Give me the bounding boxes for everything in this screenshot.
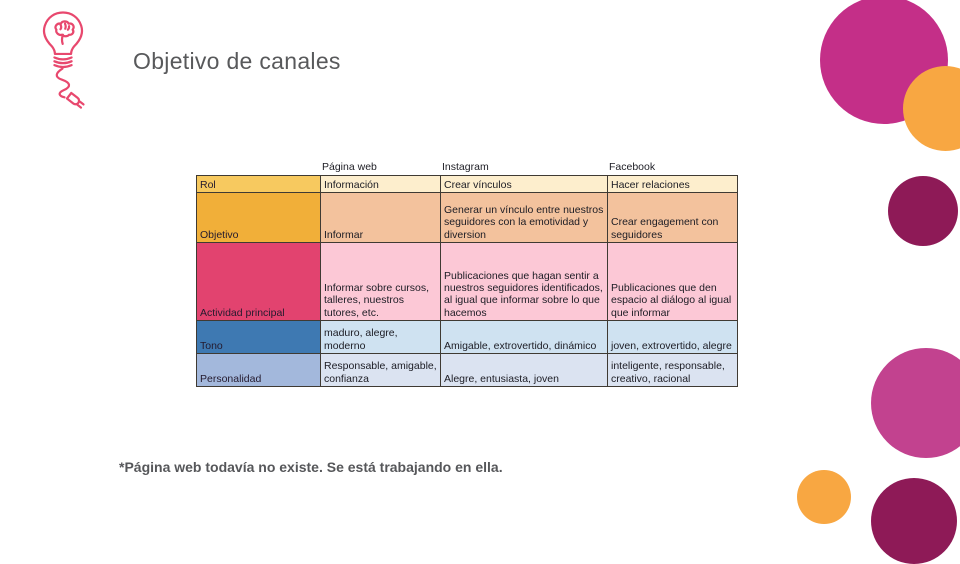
row-label: Tono [197, 321, 321, 354]
table-row-tono [197, 321, 738, 354]
decor-circle-orange-bottom [797, 470, 851, 524]
table-cell: inteligente, responsable, creativo, racional [608, 354, 738, 387]
table-cell: Crear vínculos [441, 176, 608, 193]
table-cell: Informar sobre cursos, talleres, nuestros tutores, etc. [321, 243, 441, 321]
table-cell: Información [321, 176, 441, 193]
table-cell: Publicaciones que hagan sentir a nuestros seguidores identificados, al igual que informar sobre lo que hacemos [441, 243, 608, 321]
table-cell: Informar [321, 193, 441, 243]
table-cell: joven, extrovertido, alegre [608, 321, 738, 354]
table-row-rol [197, 176, 738, 193]
table-cell: Amigable, extrovertido, dinámico [441, 321, 608, 354]
column-header-instagram: Instagram [442, 161, 489, 173]
row-label: Objetivo [197, 193, 321, 243]
table-cell: Responsable, amigable, confianza [321, 354, 441, 387]
brain-lightbulb-plug-icon [32, 8, 94, 114]
channels-matrix [196, 175, 738, 387]
decor-circle-maroon-bottom [871, 478, 957, 564]
row-label: Actividad principal [197, 243, 321, 321]
footnote-text: *Página web todavía no existe. Se está trabajando en ella. [119, 459, 503, 475]
decor-circle-pink-bottom [871, 348, 960, 458]
table-row-personalidad [197, 354, 738, 387]
row-label: Personalidad [197, 354, 321, 387]
table-cell: maduro, alegre, moderno [321, 321, 441, 354]
table-cell: Hacer relaciones [608, 176, 738, 193]
table-row-objetivo [197, 193, 738, 243]
table-row-actividad-principal [197, 243, 738, 321]
row-label: Rol [197, 176, 321, 193]
column-header-pagina-web: Página web [322, 161, 377, 173]
decor-circle-maroon-mid [888, 176, 958, 246]
table-cell: Generar un vínculo entre nuestros seguidores con la emotividad y diversion [441, 193, 608, 243]
column-header-facebook: Facebook [609, 161, 656, 173]
page-title: Objetivo de canales [133, 48, 341, 74]
table-cell: Crear engagement con seguidores [608, 193, 738, 243]
table-cell: Alegre, entusiasta, joven [441, 354, 608, 387]
channels-table [196, 161, 741, 387]
table-cell: Publicaciones que den espacio al diálogo al igual que informar [608, 243, 738, 321]
